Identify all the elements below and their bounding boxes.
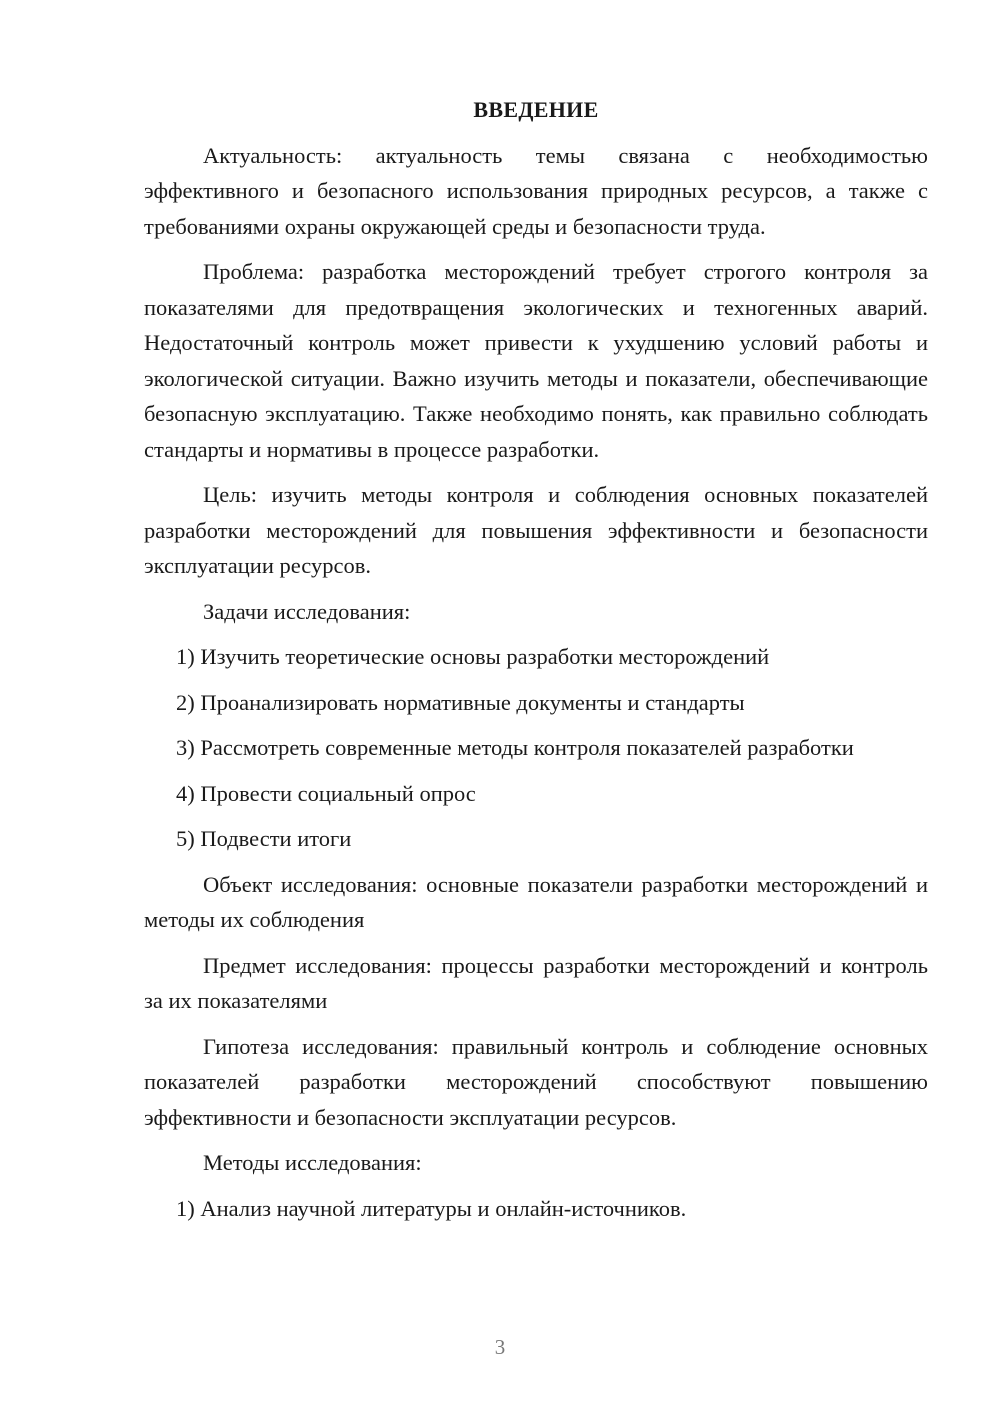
task-item-1: 1) Изучить теоретические основы разработки месторождений bbox=[176, 644, 770, 669]
task-item-4: 4) Провести социальный опрос bbox=[176, 780, 476, 806]
relevance-paragraph: Актуальность: актуальность темы связана с необходимостью эффективного и безопасного использования природных ресурсов, а также с требованиями охраны окружающей среды и безопасности труда. bbox=[144, 142, 928, 239]
task-item-3: 3) Рассмотреть современные методы контроля показателей разработки bbox=[176, 735, 854, 760]
document-page bbox=[144, 92, 928, 1236]
methods-heading: Методы исследования: bbox=[203, 1150, 422, 1175]
method-item-1: 1) Анализ научной литературы и онлайн-источников. bbox=[176, 1195, 687, 1221]
page-number: 3 bbox=[494, 1335, 506, 1359]
hypothesis-paragraph: Гипотеза исследования: правильный контроль и соблюдение основных показателей разработки месторождений способствуют повышению эффективности и безопасности эксплуатации ресурсов. bbox=[144, 1033, 928, 1130]
subject-paragraph: Предмет исследования: процессы разработки месторождений и контроль за их показателями bbox=[144, 952, 928, 1013]
goal-paragraph: Цель: изучить методы контроля и соблюдения основных показателей разработки месторождений для повышения эффективности и безопасности эксплуатации ресурсов. bbox=[144, 482, 928, 578]
task-item-5: 5) Подвести итоги bbox=[176, 826, 352, 851]
tasks-heading: Задачи исследования: bbox=[203, 598, 411, 624]
task-item-2: 2) Проанализировать нормативные документы и стандарты bbox=[176, 689, 745, 715]
problem-paragraph: Проблема: разработка месторождений требует строгого контроля за показателями для предотвращения экологических и техногенных аварий. Недостаточный контроль может привести к ухудшению условий работы и экологической ситуации. Важно изучить методы и показатели, обеспечивающие безопасную эксплуатацию. Также необходимо понять, как правильно соблюдать стандарты и нормативы в процессе разработки. bbox=[144, 259, 928, 462]
section-title: ВВЕДЕНИЕ bbox=[473, 97, 599, 122]
object-paragraph: Объект исследования: основные показатели разработки месторождений и методы их соблюдения bbox=[144, 871, 928, 932]
